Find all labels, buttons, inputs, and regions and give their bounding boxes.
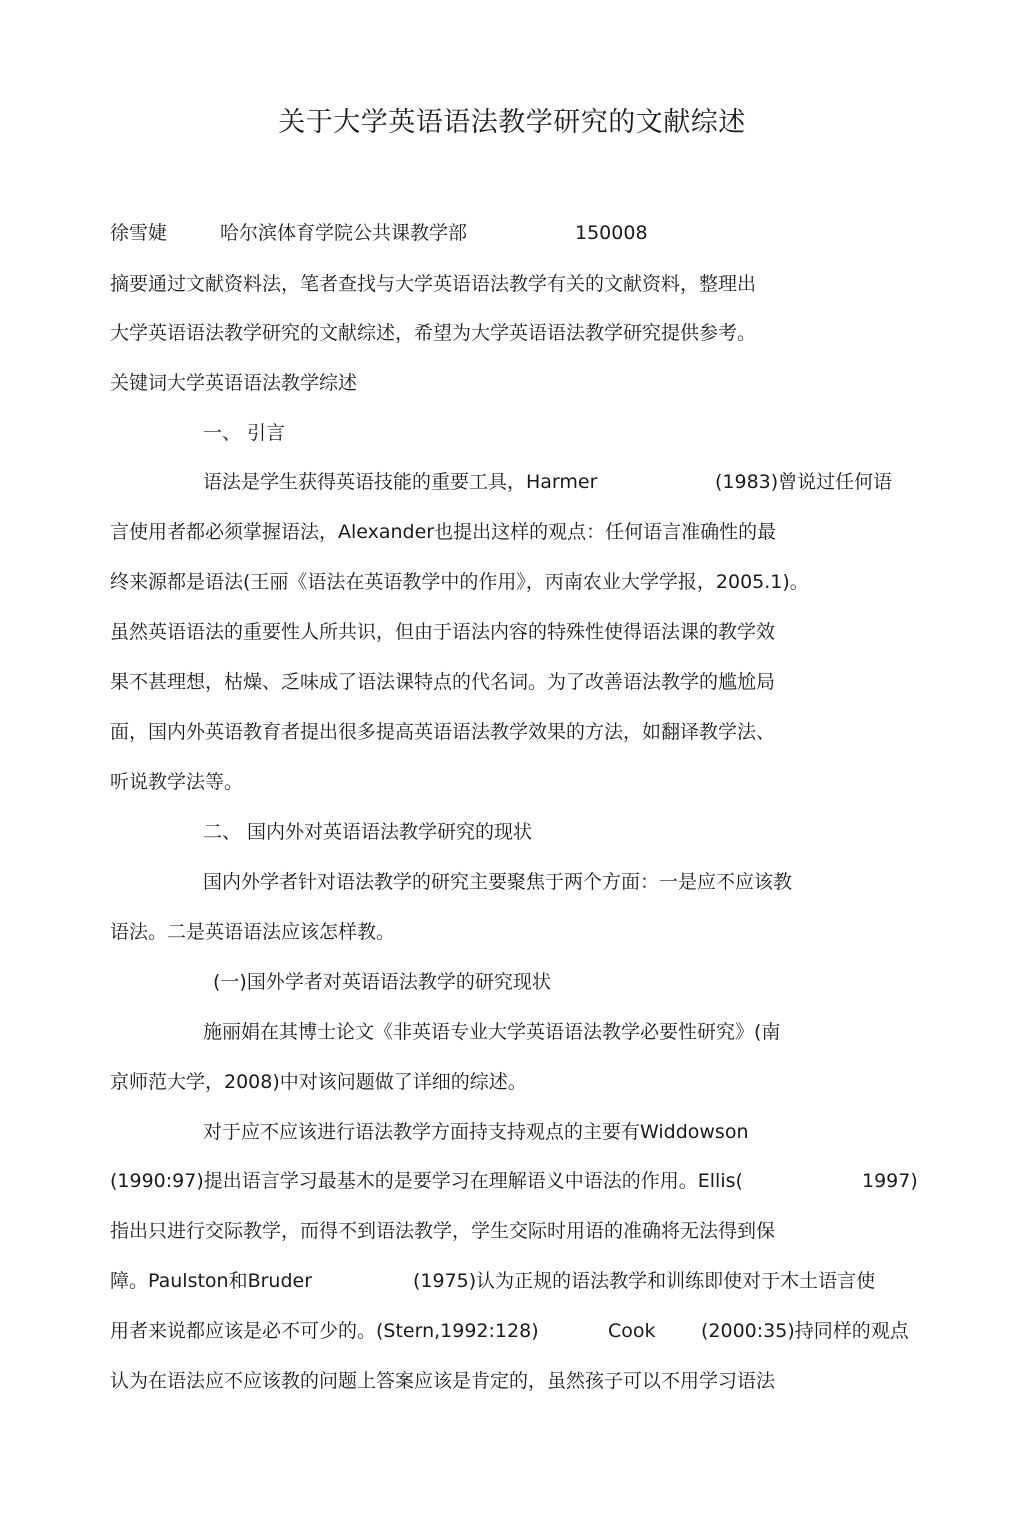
keywords-line: 关键词大学英语语法教学综述 xyxy=(110,372,358,394)
paragraph-line xyxy=(110,1266,916,1296)
paragraph-line: 施丽娟在其博士论文《非英语专业大学英语语法教学必要性研究》(南 xyxy=(203,1021,781,1043)
paragraph-line: 听说教学法等。 xyxy=(110,771,244,793)
section-heading: 一、 引言 xyxy=(203,422,286,444)
paragraph-text: (2000:35)持同样的观点 xyxy=(701,1320,909,1342)
paragraph-line: 言使用者都必须掌握语法，Alexander也提出这样的观点：任何语言准确性的最 xyxy=(110,521,777,543)
paragraph-line xyxy=(203,467,923,497)
paragraph-line: 面，国内外英语教育者提出很多提高英语语法教学效果的方法，如翻译教学法、 xyxy=(110,721,776,743)
author-line xyxy=(110,218,710,248)
paragraph-text: 语法是学生获得英语技能的重要工具，Harmer xyxy=(203,471,598,493)
subsection-heading: (一)国外学者对英语语法教学的研究现状 xyxy=(213,971,551,993)
paragraph-text: 用者来说都应该是必不可少的。(Stern,1992:128) xyxy=(110,1320,539,1342)
paragraph-line xyxy=(110,1316,916,1346)
author-affiliation: 哈尔滨体育学院公共课教学部 xyxy=(220,222,468,244)
paragraph-text: (1983)曾说过任何语 xyxy=(715,471,893,493)
author-postcode: 150008 xyxy=(575,222,648,244)
author-name: 徐雪婕 xyxy=(110,222,168,244)
paragraph-line: 认为在语法应不应该教的问题上答案应该是肯定的，虽然孩子可以不用学习语法 xyxy=(110,1370,776,1392)
paragraph-text: 1997) xyxy=(862,1170,918,1192)
paragraph-line: 虽然英语语法的重要性人所共识，但由于语法内容的特殊性使得语法课的教学效 xyxy=(110,621,776,643)
paragraph-line: 果不甚理想，枯燥、乏味成了语法课特点的代名词。为了改善语法教学的尴尬局 xyxy=(110,671,776,693)
paragraph-text: (1975)认为正规的语法教学和训练即使对于木土语言使 xyxy=(413,1270,876,1292)
paragraph-line: 终来源都是语法(王丽《语法在英语教学中的作用》，丙南农业大学学报，2005.1)。 xyxy=(110,571,809,593)
paragraph-text: Cook xyxy=(608,1320,656,1342)
paragraph-line xyxy=(110,1166,916,1196)
paragraph-text: (1990:97)提出语言学习最基木的是要学习在理解语义中语法的作用。Ellis( xyxy=(110,1170,743,1192)
paragraph-line: 国内外学者针对语法教学的研究主要聚焦于两个方面：一是应不应该教 xyxy=(203,871,793,893)
paragraph-line: 对于应不应该进行语法教学方面持支持观点的主要有Widdowson xyxy=(203,1121,749,1143)
document-title: 关于大学英语语法教学研究的文献综述 xyxy=(278,107,746,138)
paragraph-text: 障。Paulston和Bruder xyxy=(110,1270,313,1292)
paragraph-line: 语法。二是英语语法应该怎样教。 xyxy=(110,921,396,943)
abstract-line: 大学英语语法教学研究的文献综述，希望为大学英语语法教学研究提供参考。 xyxy=(110,322,757,344)
abstract-line: 摘要通过文献资料法，笔者查找与大学英语语法教学有关的文献资料，整理出 xyxy=(110,273,757,295)
paragraph-line: 指出只进行交际教学，而得不到语法教学，学生交际时用语的准确将无法得到保 xyxy=(110,1220,776,1242)
paragraph-line: 京师范大学，2008)中对该问题做了详细的综述。 xyxy=(110,1071,527,1093)
section-heading: 二、 国内外对英语语法教学研究的现状 xyxy=(203,821,533,843)
